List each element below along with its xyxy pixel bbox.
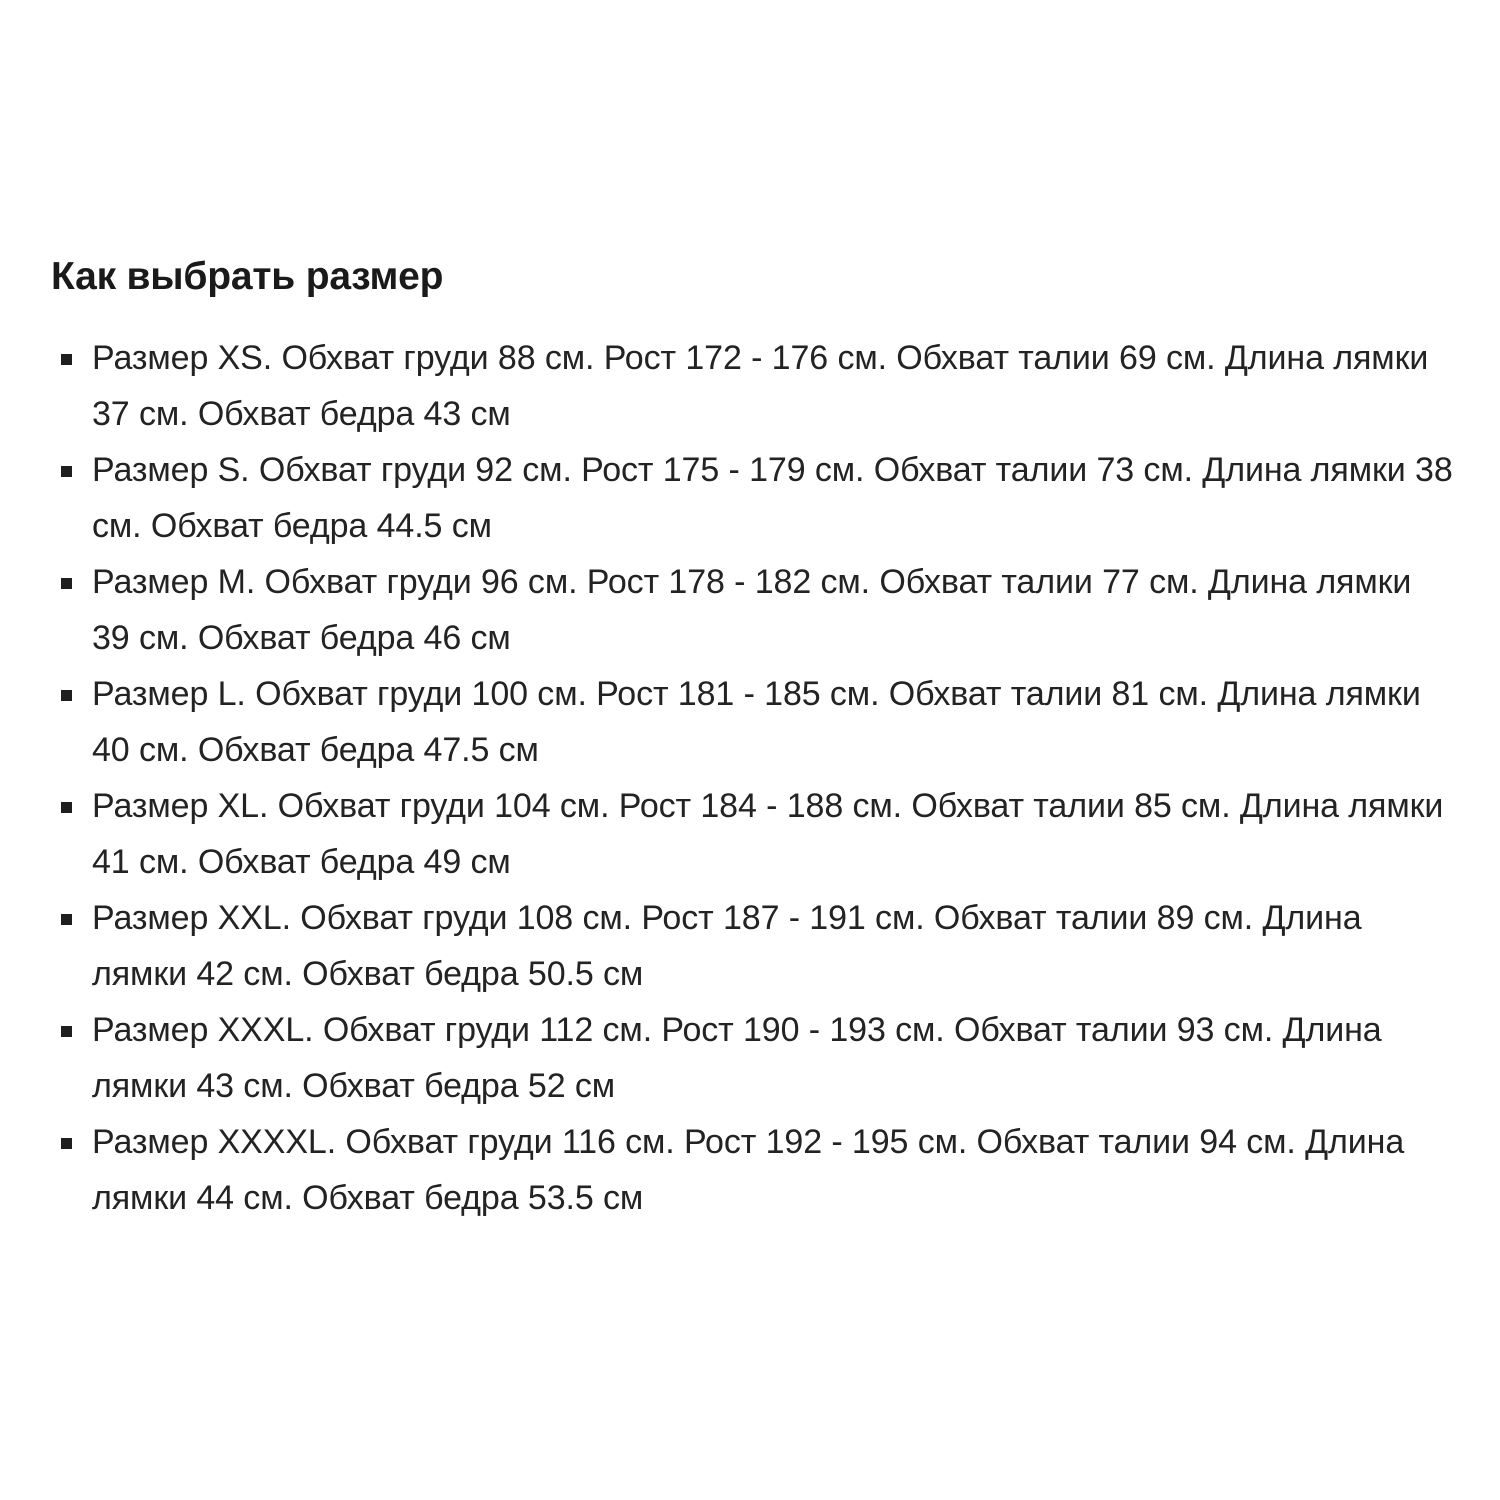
size-description: Размер XL. Обхват груди 104 см. Рост 184 - 188 см. Обхват талии 85 см. Длина лямки 41 см. Обхват бедра 49 см xyxy=(92,787,1444,881)
list-item xyxy=(0,442,1454,554)
size-description: Размер S. Обхват груди 92 см. Рост 175 - 179 см. Обхват талии 73 см. Длина лямки 38 см. Обхват бедра 44.5 см xyxy=(92,451,1453,545)
bullet-icon xyxy=(61,802,72,813)
size-description: Размер XXXL. Обхват груди 112 см. Рост 190 - 193 см. Обхват талии 93 см. Длина лямки 43 см. Обхват бедра 52 см xyxy=(92,1011,1382,1105)
page-title: Как выбрать размер xyxy=(51,255,444,298)
bullet-icon xyxy=(61,578,72,589)
list-item xyxy=(0,778,1454,890)
list-item xyxy=(0,330,1454,442)
bullet-icon xyxy=(61,690,72,701)
bullet-icon xyxy=(61,466,72,477)
size-list xyxy=(0,330,1470,1226)
size-description: Размер XXXXL. Обхват груди 116 см. Рост 192 - 195 см. Обхват талии 94 см. Длина лямки 44 см. Обхват бедра 53.5 см xyxy=(92,1123,1405,1217)
list-item xyxy=(0,666,1454,778)
bullet-icon xyxy=(61,1026,72,1037)
size-description: Размер L. Обхват груди 100 см. Рост 181 - 185 см. Обхват талии 81 см. Длина лямки 40 см. Обхват бедра 47.5 см xyxy=(92,675,1421,769)
bullet-icon xyxy=(61,914,72,925)
size-description: Размер XS. Обхват груди 88 см. Рост 172 - 176 см. Обхват талии 69 см. Длина лямки 37 см. Обхват бедра 43 см xyxy=(92,339,1429,433)
size-description: Размер M. Обхват груди 96 см. Рост 178 - 182 см. Обхват талии 77 см. Длина лямки 39 см. Обхват бедра 46 см xyxy=(92,563,1412,657)
bullet-icon xyxy=(61,354,72,365)
size-description: Размер XXL. Обхват груди 108 см. Рост 187 - 191 см. Обхват талии 89 см. Длина лямки 42 см. Обхват бедра 50.5 см xyxy=(92,899,1362,993)
list-item xyxy=(0,890,1454,1002)
list-item xyxy=(0,1114,1454,1226)
bullet-icon xyxy=(61,1138,72,1149)
list-item xyxy=(0,554,1454,666)
list-item xyxy=(0,1002,1454,1114)
